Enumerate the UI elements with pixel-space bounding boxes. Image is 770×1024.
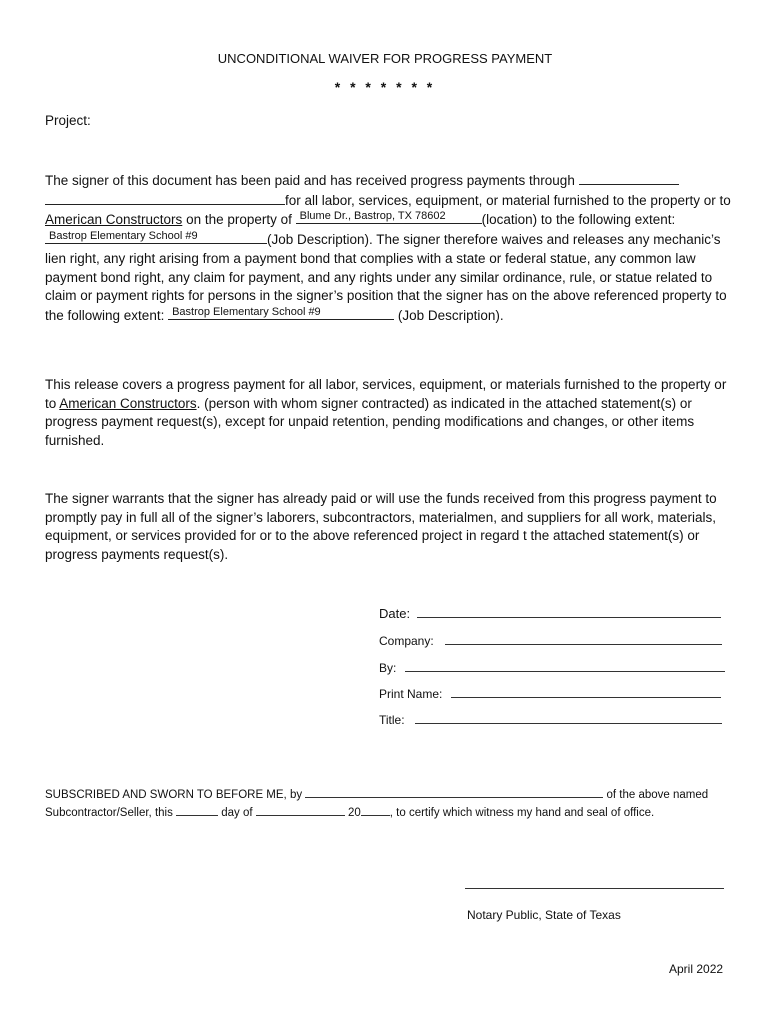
through-date-field-continued[interactable]	[45, 191, 285, 205]
through-date-field[interactable]	[579, 171, 679, 185]
footer-date: April 2022	[669, 962, 724, 976]
job-fill-2: Bastrop Elementary School #9	[172, 305, 321, 318]
title-row	[379, 711, 722, 727]
sworn-year-field[interactable]	[361, 804, 390, 816]
p2-text-2: . (person with whom signer contracted) as indicated in the attached statement(s) or progress payment request(s), except for unpaid retention, pending modifications and changes, or other items furnished.	[45, 395, 695, 449]
by-field[interactable]	[405, 659, 725, 672]
notary-label: Notary Public, State of Texas	[467, 908, 621, 922]
title-field[interactable]	[415, 711, 722, 724]
title-stars: * * * * * * *	[334, 79, 436, 95]
sworn-text-3: Subcontractor/Seller, this	[45, 807, 173, 819]
date-row	[379, 605, 721, 621]
paragraph-signer-warrants: The signer warrants that the signer has already paid or will use the funds received from this progress payment to promptly pay in full all of the signer’s laborers, subcontractors, materialmen, and suppliers for all work, materials, equipment, or services provided for or to the above referenced project in regard t the attached statement(s) or progress payments request(s).	[45, 491, 717, 563]
p2-text-1: This release covers a progress payment for all labor, services, equipment, or materials furnished to the property or to	[45, 377, 727, 411]
sworn-text-6: , to certify which witness my hand and seal of office.	[389, 807, 655, 819]
company-row	[379, 632, 722, 648]
job-fill-1: Bastrop Elementary School #9	[49, 230, 198, 243]
company-name-2: American Constructors	[59, 395, 197, 411]
company-label: Company:	[379, 634, 434, 648]
date-label: Date:	[379, 606, 411, 621]
project-label: Project:	[45, 113, 91, 128]
p1-text-2: for all labor, services, equipment, or material furnished to the property or to	[285, 192, 731, 208]
job-description-field-1[interactable]	[45, 230, 267, 244]
p1-text-4: (location) to the following extent:	[481, 212, 676, 228]
sworn-statement	[45, 786, 735, 822]
paragraph-payment-waiver	[45, 171, 735, 326]
p1-text-3: on the property of	[186, 212, 292, 228]
print-name-label: Print Name:	[379, 687, 443, 701]
sworn-text-2: of the above named	[606, 789, 709, 801]
job-description-field-2[interactable]	[168, 306, 394, 320]
notary-signature-line[interactable]	[465, 878, 724, 889]
title-label: Title:	[379, 713, 405, 727]
p1-text-6: (Job Description).	[397, 307, 504, 323]
sworn-by-field[interactable]	[305, 786, 603, 798]
location-fill: Blume Dr., Bastrop, TX 78602	[299, 210, 446, 223]
company-field[interactable]	[445, 632, 722, 645]
paragraph-release-coverage	[45, 376, 735, 451]
sworn-text-5: 20	[347, 807, 361, 819]
location-field[interactable]	[296, 210, 482, 224]
print-name-field[interactable]	[451, 685, 721, 698]
document-title: UNCONDITIONAL WAIVER FOR PROGRESS PAYMENT	[217, 51, 553, 66]
date-field[interactable]	[417, 605, 721, 618]
print-name-row	[379, 685, 721, 701]
sworn-month-field[interactable]	[256, 804, 345, 816]
by-label: By:	[379, 661, 397, 675]
by-row	[379, 659, 725, 675]
sworn-text-1: SUBSCRIBED AND SWORN TO BEFORE ME, by	[45, 789, 303, 801]
sworn-day-field[interactable]	[176, 804, 218, 816]
company-name-1: American Constructors	[45, 212, 183, 228]
p1-text-1: The signer of this document has been paid and has received progress payments through	[45, 173, 575, 188]
p1-text-5: (Job Description). The signer therefore waives and releases any mechanic’s lien right, any right arising from a payment bond that complies with a state or federal statue, any common law payment bond right, any claim for payment, and any rights under any similar ordinance, rule, or statue related to claim or payment rights for persons in the signer’s position that the signer has on the above referenced property to the following extent:	[45, 232, 727, 323]
sworn-text-4: day of	[221, 807, 253, 819]
